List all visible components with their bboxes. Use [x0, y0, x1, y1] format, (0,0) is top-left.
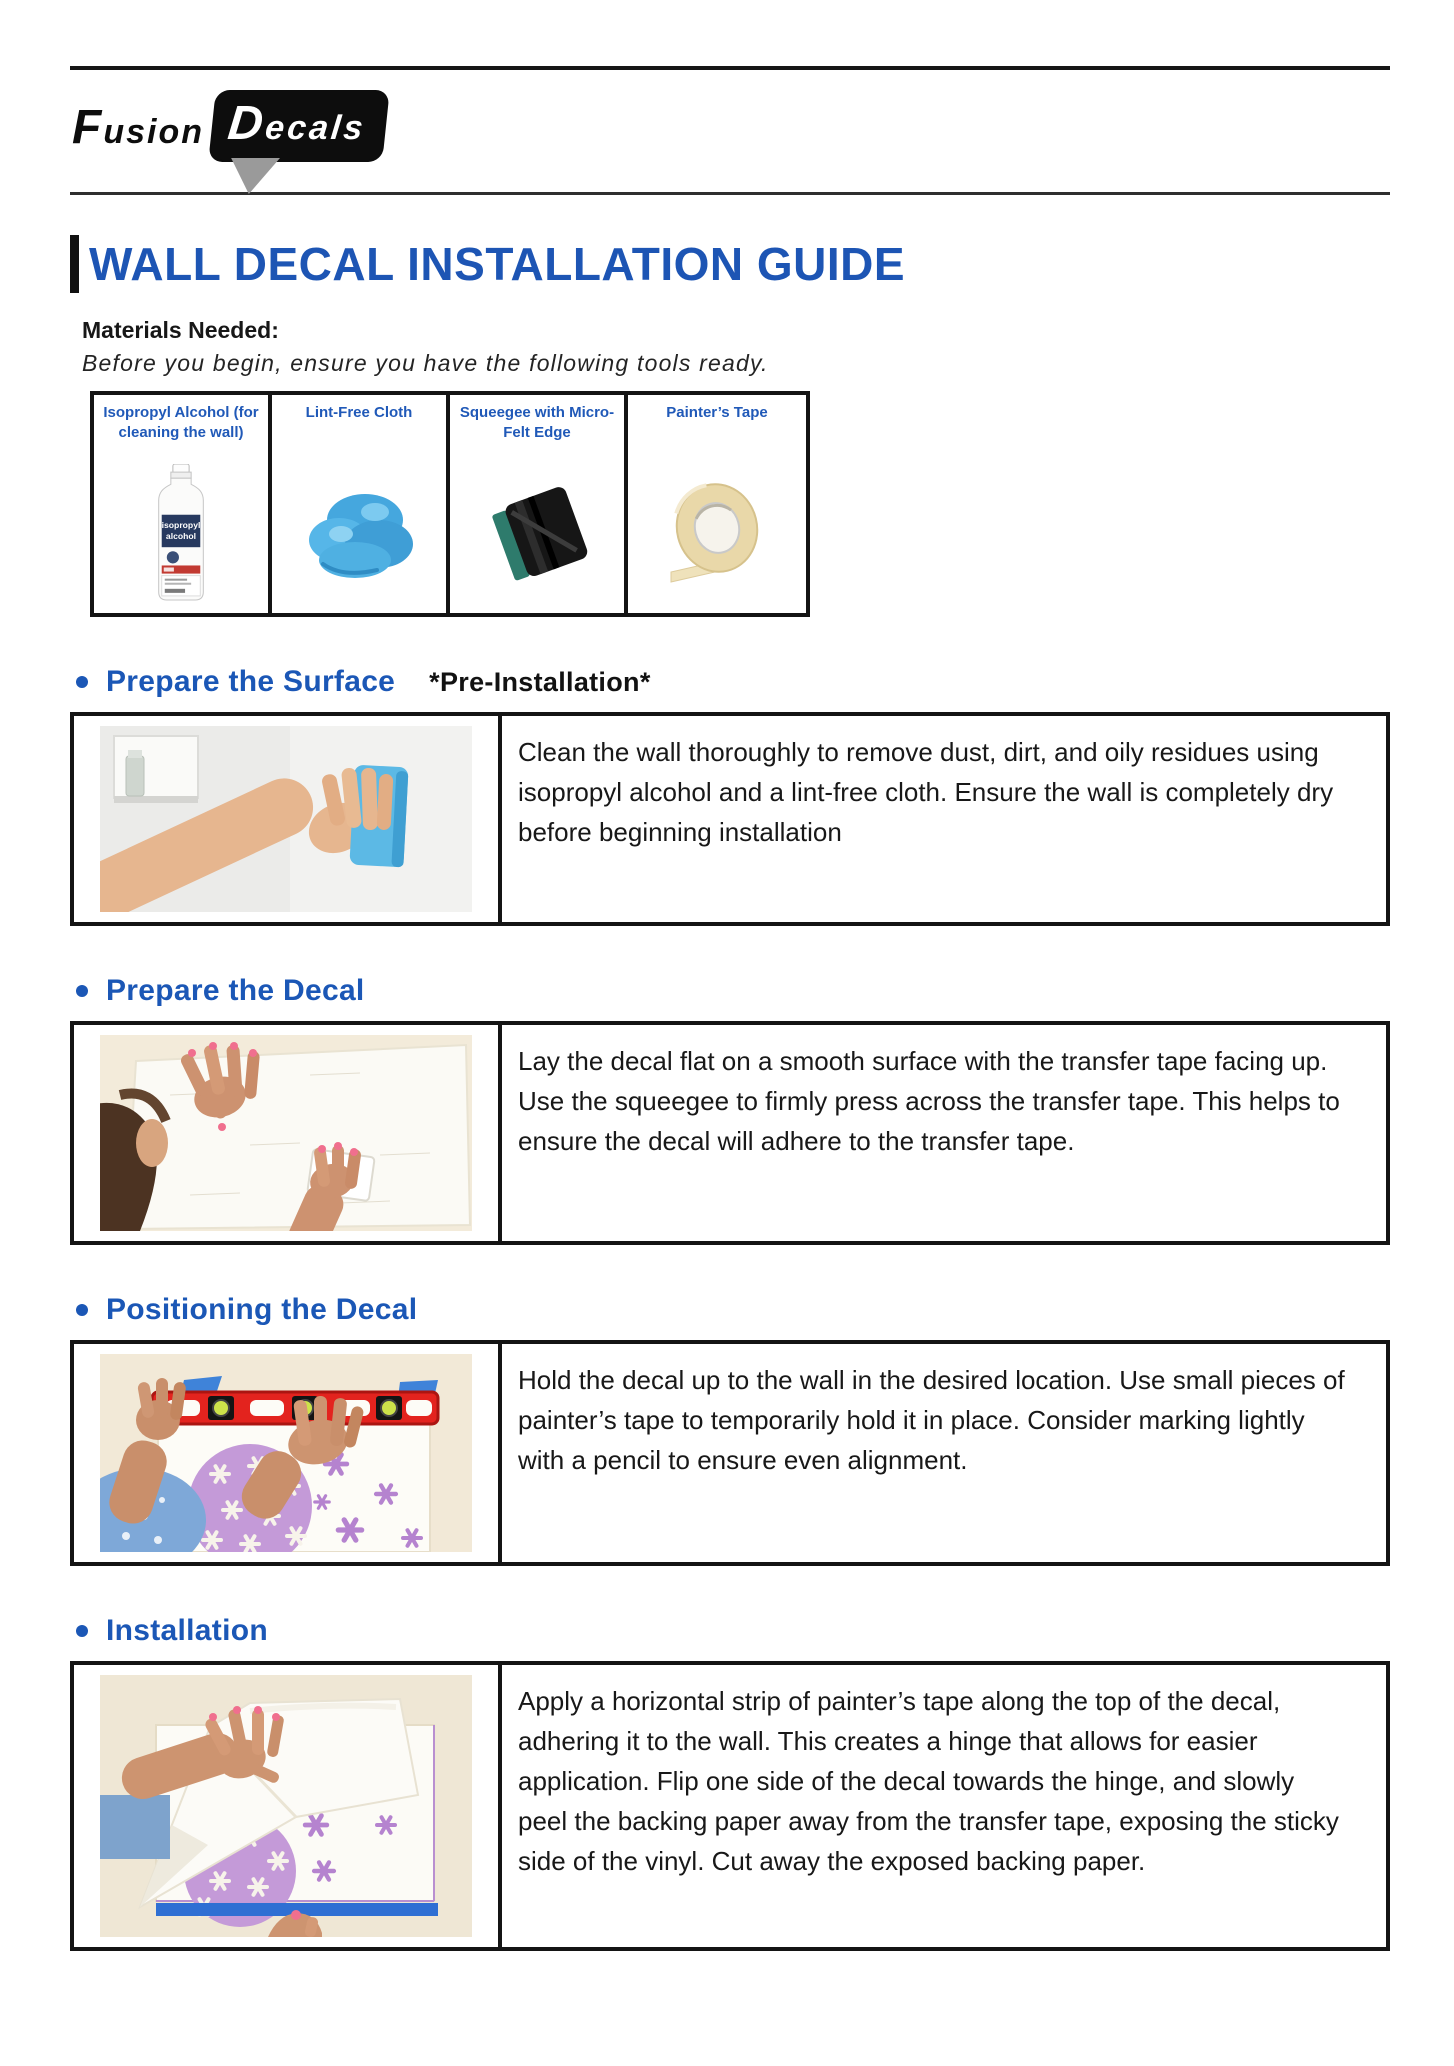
section-box-installation	[70, 1661, 1390, 1951]
blue-cloth-icon	[293, 463, 425, 603]
svg-text:isopropyl: isopropyl	[161, 519, 201, 530]
material-cell-alcohol	[94, 395, 272, 613]
bullet-icon	[76, 1625, 88, 1637]
material-cell-squeegee	[450, 395, 628, 613]
page-title-row	[70, 235, 1390, 293]
section-box-prepare-decal	[70, 1021, 1390, 1245]
materials-heading: Materials Needed:	[82, 317, 279, 343]
material-cell-tape	[628, 395, 806, 613]
material-label: Painter’s Tape	[666, 404, 768, 421]
cleaning-wall-photo	[74, 716, 502, 922]
header-divider	[70, 192, 1390, 195]
level-positioning-photo	[74, 1344, 502, 1562]
bullet-icon	[76, 1304, 88, 1316]
squeegee-decal-photo	[74, 1025, 502, 1241]
pre-installation-note: *Pre-Installation*	[429, 666, 651, 697]
peel-backing-photo	[74, 1665, 502, 1947]
section-heading-installation: Installation	[76, 1614, 1390, 1648]
material-label: Isopropyl Alcohol (for cleaning the wall)	[103, 404, 259, 441]
section-heading-positioning-decal: Positioning the Decal	[76, 1293, 1390, 1327]
section-box-positioning-decal	[70, 1340, 1390, 1566]
fusion-decals-logo	[72, 78, 1390, 192]
logo-badge	[214, 92, 384, 160]
materials-intro: Before you begin, ensure you have the following tools ready.	[82, 350, 769, 376]
materials-table	[90, 391, 810, 617]
top-divider	[70, 66, 1390, 70]
section-body-prepare-decal: Lay the decal flat on a smooth surface with the transfer tape facing up. Use the squeegee to firmly press across the transfer tape. This helps to ensure the decal will adhere to the transfer tape.	[518, 1046, 1340, 1157]
material-label: Lint-Free Cloth	[305, 404, 413, 421]
logo-fusion-text: Fusion	[72, 101, 204, 154]
squeegee-icon	[471, 463, 603, 603]
section-box-prepare-surface	[70, 712, 1390, 926]
title-accent-bar	[70, 235, 79, 293]
section-heading-prepare-decal: Prepare the Decal	[76, 974, 1390, 1008]
page-title: WALL DECAL INSTALLATION GUIDE	[89, 238, 906, 290]
document-page	[0, 66, 1454, 1951]
alcohol-bottle-icon	[141, 463, 221, 603]
logo-decals-text: Decals	[225, 97, 368, 150]
logo-tail-shape	[228, 158, 280, 194]
section-body-positioning-decal: Hold the decal up to the wall in the desired location. Use small pieces of painter’s tape to temporarily hold it in place. Consider marking lightly with a pencil to ensure even alignment.	[518, 1365, 1345, 1476]
bullet-icon	[76, 676, 88, 688]
svg-text:alcohol: alcohol	[165, 531, 197, 542]
section-heading-prepare-surface: Prepare the Surface *Pre-Installation*	[76, 665, 1390, 699]
section-body-prepare-surface: Clean the wall thoroughly to remove dust, dirt, and oily residues using isopropyl alcohol and a lint-free cloth. Ensure the wall is completely dry before beginning installation	[518, 737, 1334, 848]
material-label: Squeegee with Micro-Felt Edge	[459, 404, 615, 441]
bullet-icon	[76, 985, 88, 997]
material-cell-cloth	[272, 395, 450, 613]
tape-roll-icon	[651, 463, 783, 603]
section-body-installation: Apply a horizontal strip of painter’s tape along the top of the decal, adhering it to the wall. This creates a hinge that allows for easier application. Flip one side of the decal towards the hinge, and slowly peel the backing paper away from the transfer tape, exposing the sticky side of the vinyl. Cut away the exposed backing paper.	[518, 1686, 1339, 1877]
